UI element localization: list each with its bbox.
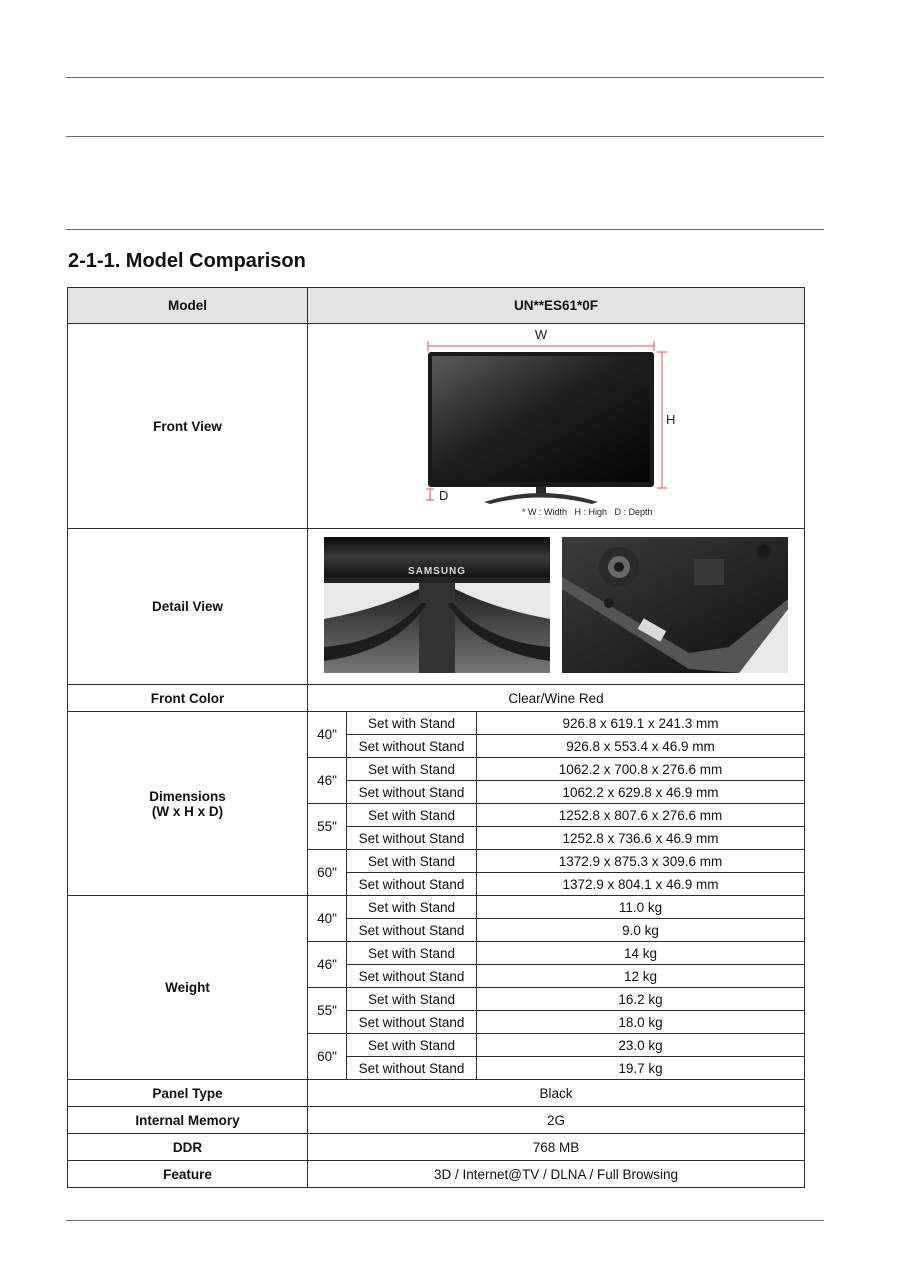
- ddr-label: DDR: [68, 1134, 308, 1161]
- set-type-cell: Set without Stand: [347, 1011, 477, 1034]
- weight-value-cell: 18.0 kg: [477, 1011, 805, 1034]
- header-rule-middle: [66, 136, 824, 137]
- tv-stand-base: [484, 493, 598, 504]
- internal-memory-row: [68, 1107, 805, 1134]
- set-type-cell: Set without Stand: [347, 781, 477, 804]
- detail-view-label: Detail View: [68, 529, 308, 685]
- dimension-value-cell: 926.8 x 553.4 x 46.9 mm: [477, 735, 805, 758]
- tv-front-drawing: [308, 324, 802, 528]
- feature-value: 3D / Internet@TV / DLNA / Full Browsing: [308, 1161, 805, 1188]
- panel-type-value: Black: [308, 1080, 805, 1107]
- set-type-cell: Set with Stand: [347, 712, 477, 735]
- front-color-label: Front Color: [68, 685, 308, 712]
- front-view-label: Front View: [68, 324, 308, 529]
- size-cell: 46": [308, 758, 347, 804]
- weight-value-cell: 16.2 kg: [477, 988, 805, 1011]
- height-label: H: [666, 412, 676, 427]
- detail-view-illustrations: [309, 529, 803, 681]
- section-title: 2-1-1. Model Comparison: [68, 250, 306, 272]
- ddr-value: 768 MB: [308, 1134, 805, 1161]
- table-row: [68, 712, 805, 735]
- footer-rule: [66, 1220, 824, 1221]
- front-view-cell: [308, 324, 805, 529]
- weight-value-cell: 12 kg: [477, 965, 805, 988]
- dimension-value-cell: 1372.9 x 875.3 x 309.6 mm: [477, 850, 805, 873]
- set-type-cell: Set with Stand: [347, 850, 477, 873]
- front-view-illustration: [308, 324, 802, 528]
- set-type-cell: Set without Stand: [347, 873, 477, 896]
- set-type-cell: Set without Stand: [347, 919, 477, 942]
- size-cell: 60": [308, 1034, 347, 1080]
- dimension-value-cell: 1252.8 x 807.6 x 276.6 mm: [477, 804, 805, 827]
- tv-screen: [432, 356, 650, 482]
- size-cell: 60": [308, 850, 347, 896]
- detail-view-cell: [308, 529, 805, 685]
- dimension-value-cell: 1062.2 x 629.8 x 46.9 mm: [477, 781, 805, 804]
- header-rule-top: [66, 77, 824, 78]
- dimensions-label: [68, 712, 308, 896]
- set-type-cell: Set without Stand: [347, 735, 477, 758]
- feature-label: Feature: [68, 1161, 308, 1188]
- weight-value-cell: 23.0 kg: [477, 1034, 805, 1057]
- weight-value-cell: 19.7 kg: [477, 1057, 805, 1080]
- feature-row: [68, 1161, 805, 1188]
- bezel-logo-detail: [324, 537, 550, 673]
- header-row: [68, 288, 805, 324]
- dimension-value-cell: 1062.2 x 700.8 x 276.6 mm: [477, 758, 805, 781]
- set-type-cell: Set with Stand: [347, 988, 477, 1011]
- table-row: [68, 896, 805, 919]
- set-type-cell: Set with Stand: [347, 896, 477, 919]
- panel-type-row: [68, 1080, 805, 1107]
- size-cell: 55": [308, 804, 347, 850]
- size-cell: 46": [308, 942, 347, 988]
- front-color-value: Clear/Wine Red: [308, 685, 805, 712]
- set-type-cell: Set with Stand: [347, 1034, 477, 1057]
- set-type-cell: Set without Stand: [347, 1057, 477, 1080]
- dimension-value-cell: 1252.8 x 736.6 x 46.9 mm: [477, 827, 805, 850]
- brand-logo-text: SAMSUNG: [407, 566, 467, 577]
- internal-memory-value: 2G: [308, 1107, 805, 1134]
- ddr-row: [68, 1134, 805, 1161]
- size-cell: 40": [308, 712, 347, 758]
- dimensions-label-line1: Dimensions: [149, 788, 226, 804]
- front-view-row: [68, 324, 805, 529]
- width-label: W: [534, 327, 548, 342]
- detail-view-row: [68, 529, 805, 685]
- set-type-cell: Set with Stand: [347, 758, 477, 781]
- size-cell: 55": [308, 988, 347, 1034]
- depth-label: D: [439, 488, 449, 503]
- set-type-cell: Set without Stand: [347, 965, 477, 988]
- dimensions-label-line2: (W x H x D): [151, 803, 224, 819]
- weight-value-cell: 9.0 kg: [477, 919, 805, 942]
- weight-value-cell: 14 kg: [477, 942, 805, 965]
- dimension-legend: * W : Width H : High D : Depth: [522, 507, 653, 517]
- size-cell: 40": [308, 896, 347, 942]
- front-color-row: [68, 685, 805, 712]
- weight-label: Weight: [68, 896, 308, 1080]
- internal-memory-label: Internal Memory: [68, 1107, 308, 1134]
- set-type-cell: Set with Stand: [347, 942, 477, 965]
- model-comparison-table: [67, 287, 805, 1188]
- header-rule-bottom: [66, 229, 824, 230]
- tv-stand-neck: [536, 487, 546, 494]
- set-type-cell: Set with Stand: [347, 804, 477, 827]
- dimension-value-cell: 926.8 x 619.1 x 241.3 mm: [477, 712, 805, 735]
- model-header-label: Model: [68, 288, 308, 324]
- set-type-cell: Set without Stand: [347, 827, 477, 850]
- model-header-value: UN**ES61*0F: [308, 288, 805, 324]
- weight-value-cell: 11.0 kg: [477, 896, 805, 919]
- dimension-value-cell: 1372.9 x 804.1 x 46.9 mm: [477, 873, 805, 896]
- back-panel-detail: [562, 537, 788, 673]
- panel-type-label: Panel Type: [68, 1080, 308, 1107]
